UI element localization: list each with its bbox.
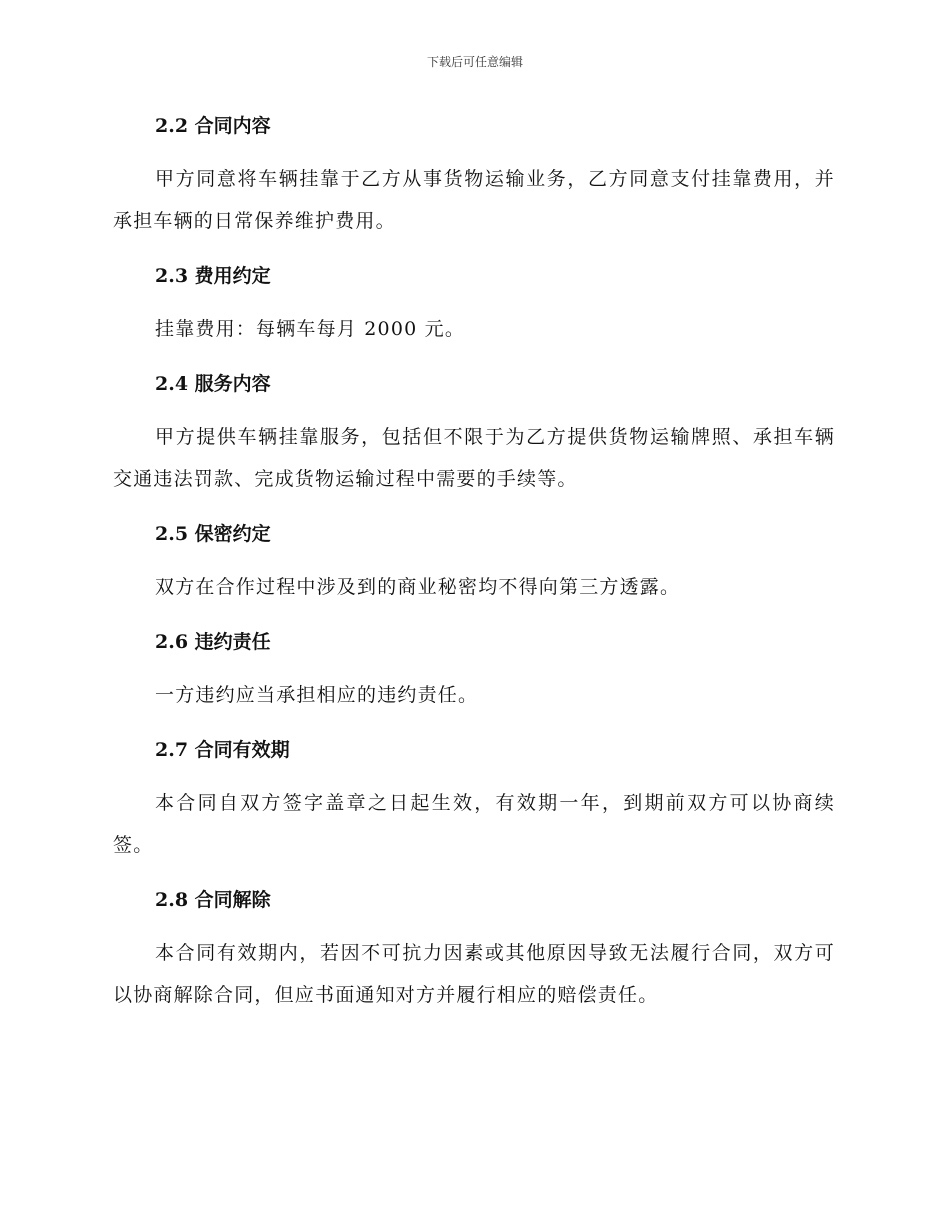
section-title: 2.7 合同有效期 <box>155 739 290 761</box>
section-2-8 <box>113 882 835 1016</box>
section-2-2 <box>113 108 835 242</box>
page-header: 下载后可任意编辑 <box>426 55 523 69</box>
section-paragraph: 本合同有效期内，若因不可抗力因素或其他原因导致无法履行合同，双方可以协商解除合同，但应书面通知对方并履行相应的赔偿责任。 <box>113 942 835 1006</box>
section-title: 2.5 保密约定 <box>155 523 271 545</box>
section-2-6 <box>113 624 835 716</box>
section-2-3 <box>113 258 835 350</box>
section-paragraph: 本合同自双方签字盖章之日起生效，有效期一年，到期前双方可以协商续签。 <box>113 792 835 856</box>
section-title: 2.3 费用约定 <box>155 265 271 287</box>
section-title: 2.2 合同内容 <box>155 115 271 137</box>
section-title: 2.8 合同解除 <box>155 889 271 911</box>
section-paragraph: 一方违约应当承担相应的违约责任。 <box>155 684 479 706</box>
section-paragraph: 甲方提供车辆挂靠服务，包括但不限于为乙方提供货物运输牌照、承担车辆交通违法罚款、完成货物运输过程中需要的手续等。 <box>113 426 835 490</box>
section-title: 2.6 违约责任 <box>155 631 271 653</box>
section-paragraph: 挂靠费用：每辆车每月 2000 元。 <box>155 318 466 340</box>
section-2-7 <box>113 732 835 866</box>
document-body <box>113 108 835 1032</box>
section-paragraph: 双方在合作过程中涉及到的商业秘密均不得向第三方透露。 <box>155 576 681 598</box>
section-title: 2.4 服务内容 <box>155 373 271 395</box>
section-2-4 <box>113 366 835 500</box>
section-paragraph: 甲方同意将车辆挂靠于乙方从事货物运输业务，乙方同意支付挂靠费用，并承担车辆的日常保养维护费用。 <box>113 168 835 232</box>
section-2-5 <box>113 516 835 608</box>
